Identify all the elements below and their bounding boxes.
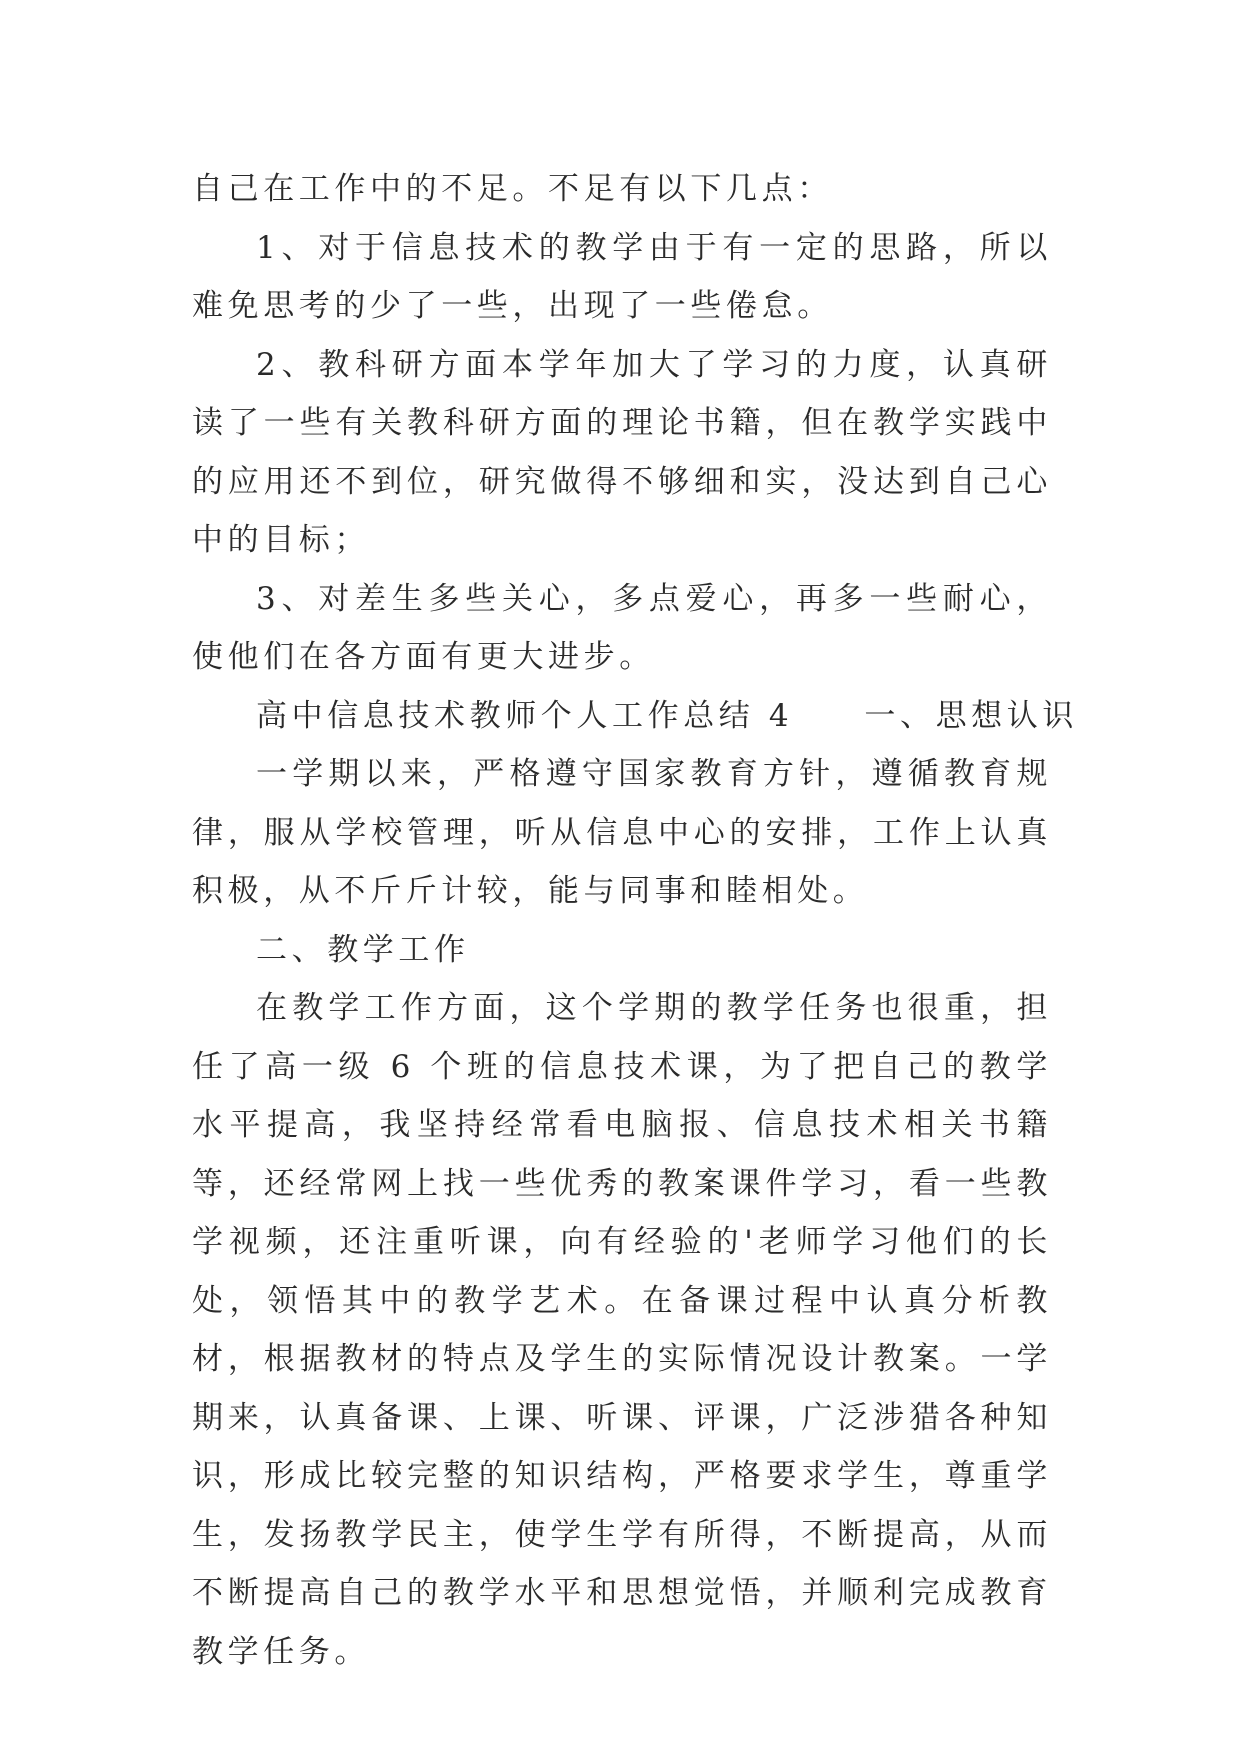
paragraph-teaching-work: 在教学工作方面，这个学期的教学任务也很重，担任了高一级 6 个班的信息技术课，为了把自己的教学水平提高，我坚持经常看电脑报、信息技术相关书籍等，还经常网上找一些优秀的教案课件学习，看一些教学视频，还注重听课，向有经验的'老师学习他们的长处，领悟其中的教学艺术。在备课过程中认真分析教材，根据教材的特点及学生的实际情况设计教案。一学期来，认真备课、上课、听课、评课，广泛涉猎各种知识，形成比较完整的知识结构，严格要求学生，尊重学生，发扬教学民主，使学生学有所得，不断提高，从而不断提高自己的教学水平和思想觉悟，并顺利完成教育教学任务。 [192, 990, 1052, 1670]
paragraph-point-3: 3、对差生多些关心，多点爱心，再多一些耐心，使他们在各方面有更大进步。 [192, 580, 1052, 675]
paragraph-continuation: 自己在工作中的不足。不足有以下几点： [192, 171, 833, 207]
document-body [192, 160, 1078, 1681]
paragraph-point-1: 1、对于信息技术的教学由于有一定的思路，所以难免思考的少了一些，出现了一些倦怠。 [192, 229, 1052, 324]
paragraph-point-2: 2、教科研方面本学年加大了学习的力度，认真研读了一些有关教科研方面的理论书籍，但在教学实践中的应用还不到位，研究做得不够细和实，没达到自己心中的目标； [192, 346, 1052, 558]
section-title: 高中信息技术教师个人工作总结 4 一、思想认识 [256, 697, 1078, 734]
paragraph-ideology: 一学期以来，严格遵守国家教育方针，遵循教育规律，服从学校管理，听从信息中心的安排，工作上认真积极，从不斤斤计较，能与同事和睦相处。 [192, 756, 1052, 909]
heading-teaching-work: 二、教学工作 [256, 931, 470, 968]
